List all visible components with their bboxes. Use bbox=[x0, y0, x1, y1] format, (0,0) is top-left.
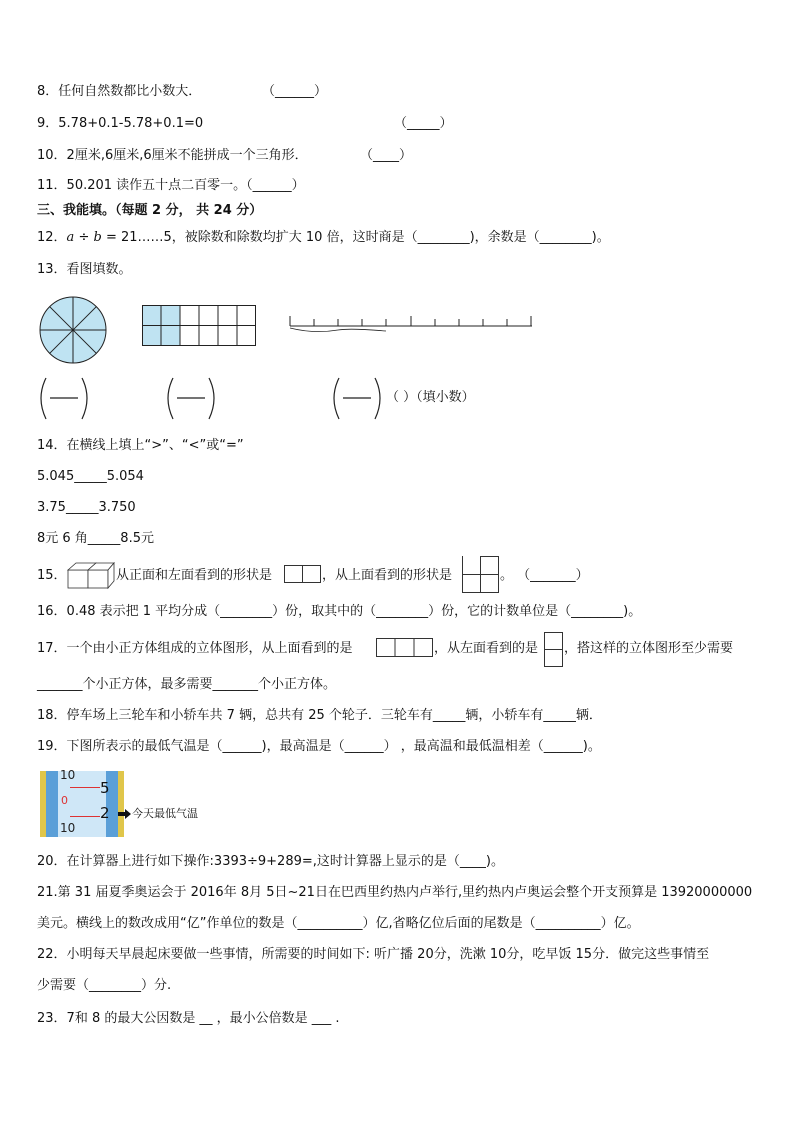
q17-left-view-shape bbox=[544, 632, 564, 668]
divide-sign: ÷ bbox=[74, 230, 94, 245]
question-8 bbox=[37, 83, 201, 101]
thermometer-caption: 今天最低气温 bbox=[132, 807, 198, 820]
question-15-prefix: 15． bbox=[37, 568, 67, 583]
question-15-text-b: ，从上面看到的形状是 bbox=[322, 568, 453, 583]
question-8-blank[interactable]: （______） bbox=[262, 84, 328, 99]
question-12-prefix: 12． bbox=[37, 230, 67, 245]
question-22-line1: 22．小明每天早晨起床要做一些事情，所需要的时间如下: 听广播 20分，洗漱 10分，吃早饭 15分．做完这些事情至 bbox=[37, 947, 710, 962]
q17-top-view-shape bbox=[376, 638, 434, 658]
question-12 bbox=[37, 229, 610, 247]
question-17-prefix: 17．一个由小正方体组成的立体图形，从上面看到的是 bbox=[37, 641, 353, 656]
grid-fraction-figure bbox=[142, 305, 256, 347]
high-temp-mark: 5 bbox=[100, 779, 110, 797]
fraction-answer-2[interactable] bbox=[165, 377, 217, 421]
circle-eighths-figure bbox=[38, 295, 108, 365]
question-9 bbox=[37, 115, 203, 133]
arrow-right-icon bbox=[118, 809, 132, 819]
scale-top-label: 10 bbox=[60, 768, 76, 782]
question-17-end: ，搭这样的立体图形至少需要 bbox=[564, 641, 734, 656]
scale-zero-label: 0 bbox=[61, 794, 68, 807]
number-line-figure bbox=[290, 312, 535, 334]
question-18: 18．停车场上三轮车和小轿车共 7 辆，总共有 25 个轮子．三轮车有_____辆，小轿车有_____辆． bbox=[37, 708, 602, 723]
top-view-shape bbox=[462, 556, 500, 594]
question-22-line2: 少需要（________）分. bbox=[37, 978, 172, 993]
fraction-answer-1[interactable] bbox=[38, 377, 90, 421]
question-20: 20．在计算器上进行如下操作:3393÷9+289=,这时计算器上显示的是（____)。 bbox=[37, 854, 504, 869]
low-temp-mark: 2 bbox=[100, 804, 110, 822]
variable-b: b bbox=[93, 230, 102, 245]
question-9-blank[interactable]: （_____） bbox=[394, 116, 453, 131]
question-10-blank[interactable]: （____） bbox=[360, 148, 413, 163]
question-10-text: 10．2厘米,6厘米,6厘米不能拼成一个三角形． bbox=[37, 148, 308, 163]
thermometer-figure bbox=[40, 768, 126, 837]
decimal-answer-blank[interactable]: （ ）（填小数） bbox=[386, 390, 475, 405]
question-21-line2: 美元。横线上的数改成用“亿”作单位的数是（__________）亿,省略亿位后面的尾数是（__________）亿。 bbox=[37, 916, 640, 931]
question-15-text-a: 从正面和左面看到的形状是 bbox=[116, 568, 273, 583]
question-15-answer[interactable]: 。 （_______） bbox=[500, 568, 589, 583]
question-14: 14．在横线上填上“>”、“<”或“=” bbox=[37, 438, 244, 453]
compare-line-1[interactable]: 5.045_____5.054 bbox=[37, 469, 144, 484]
question-17-line2: _______个小正方体，最多需要_______个小正方体。 bbox=[37, 677, 337, 692]
compare-line-3[interactable]: 8元 6 角_____8.5元 bbox=[37, 531, 154, 546]
question-12-rest: = 21……5，被除数和除数均扩大 10 倍，这时商是（________)，余数是（________)。 bbox=[101, 230, 610, 245]
scale-bottom-label: 10 bbox=[60, 821, 76, 835]
question-17-mid: ，从左面看到的是 bbox=[434, 641, 539, 656]
section-3-title: 三、我能填。（每题 2 分， 共 24 分） bbox=[37, 203, 263, 218]
compare-line-2[interactable]: 3.75_____3.750 bbox=[37, 500, 136, 515]
fraction-answer-3[interactable] bbox=[331, 377, 383, 421]
question-9-text: 9．5.78+0.1-5.78+0.1=0 bbox=[37, 116, 204, 131]
question-13: 13．看图填数。 bbox=[37, 262, 132, 277]
question-19: 19．下图所表示的最低气温是（______)，最高温是（______） ，最高温和最低温相差（______)。 bbox=[37, 739, 601, 754]
question-16: 16．0.48 表示把 1 平均分成（________）份，取其中的（________）份，它的计数单位是（________)。 bbox=[37, 604, 642, 619]
question-10 bbox=[37, 147, 308, 165]
question-11: 11．50.201 读作五十点二百零一。（______） bbox=[37, 178, 305, 193]
variable-a: a bbox=[66, 230, 75, 245]
question-8-text: 8．任何自然数都比小数大． bbox=[37, 84, 202, 99]
front-view-shape bbox=[284, 565, 322, 584]
question-23: 23．7和 8 的最大公因数是 __ ，最小公倍数是 ___ . bbox=[37, 1011, 340, 1026]
question-21-line1: 21.第 31 届夏季奥运会于 2016年 8月 5日~21日在巴西里约热内卢举行,里约热内卢奥运会整个开支预算是 13920000000 bbox=[37, 885, 753, 900]
cube-solid-figure bbox=[66, 560, 114, 590]
